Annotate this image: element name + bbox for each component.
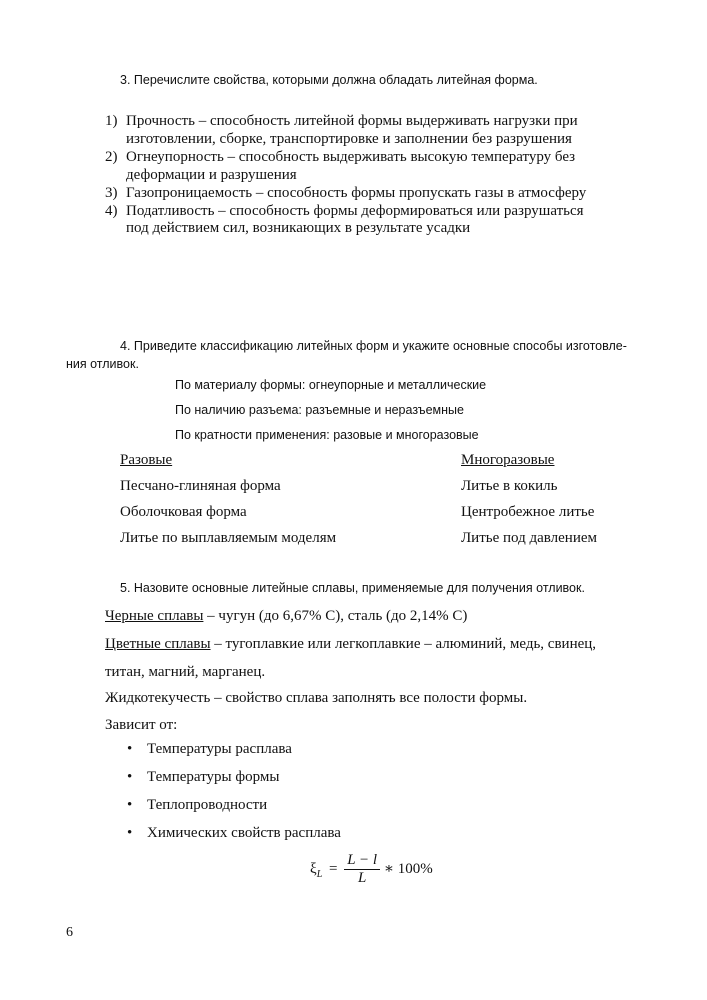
single-use-method: Оболочковая форма	[120, 504, 247, 520]
bullet-item: Температуры расплава	[147, 741, 292, 757]
nonferrous-alloys-text: – тугоплавкие или легкоплавкие – алюминий, медь, свинец,	[210, 636, 597, 652]
formula-fraction	[344, 852, 380, 887]
multi-use-method: Центробежное литье	[461, 504, 595, 520]
multi-use-method: Литье в кокиль	[461, 478, 558, 494]
bullet-item: Химических свойств расплава	[147, 825, 341, 841]
list-item-number: 4)	[105, 203, 118, 219]
single-use-header: Разовые	[120, 452, 173, 468]
bullet-icon: •	[127, 741, 133, 757]
single-use-method: Литье по выплавляемым моделям	[120, 530, 337, 546]
formula-numerator: L − l	[344, 852, 380, 870]
formula-lhs: ξ	[310, 860, 317, 877]
bullet-icon: •	[127, 825, 133, 841]
list-item-text: Газопроницаемость – способность формы пропускать газы в атмосферу	[126, 185, 587, 201]
list-item-number: 2)	[105, 149, 118, 165]
ferrous-alloys-line	[105, 608, 467, 625]
list-item-text: Огнеупорность – способность выдерживать высокую температуру без	[126, 149, 576, 165]
formula-denominator: L	[357, 870, 367, 886]
list-item-number: 3)	[105, 185, 118, 201]
multi-use-method: Литье под давлением	[461, 530, 598, 546]
single-use-method: Песчано-глиняная форма	[120, 478, 281, 494]
fluidity-formula	[310, 852, 433, 887]
formula-equals: =	[329, 860, 338, 877]
bullet-item: Температуры формы	[147, 769, 280, 785]
nonferrous-alloys-line	[105, 636, 596, 653]
classification-line: По наличию разъема: разъемные и неразъемные	[175, 403, 464, 417]
list-item-text: Податливость – способность формы деформироваться или разрушаться	[126, 203, 584, 219]
bullet-icon: •	[127, 769, 133, 785]
depends-on-label: Зависит от:	[105, 717, 178, 733]
list-item-number: 1)	[105, 113, 118, 129]
bullet-icon: •	[127, 797, 133, 813]
page-number: 6	[66, 925, 73, 940]
list-item-text: Прочность – способность литейной формы выдерживать нагрузки при	[126, 113, 578, 129]
list-item-text: под действием сил, возникающих в результате усадки	[126, 220, 471, 236]
question-4-title: 4. Приведите классификацию литейных форм и укажите основные способы изготовле-	[120, 339, 627, 353]
nonferrous-alloys-cont: титан, магний, марганец.	[105, 664, 266, 680]
nonferrous-alloys-label: Цветные сплавы	[105, 636, 211, 652]
formula-subscript: L	[316, 868, 323, 880]
classification-line: По материалу формы: огнеупорные и металлические	[175, 378, 487, 392]
question-4-title-cont: ния отливок.	[66, 357, 139, 371]
classification-line: По кратности применения: разовые и многоразовые	[175, 428, 479, 442]
fluidity-definition: Жидкотекучесть – свойство сплава заполнять все полости формы.	[105, 690, 528, 706]
formula-rhs: ∗ 100%	[383, 860, 433, 877]
list-item-text: изготовлении, сборке, транспортировке и заполнении без разрушения	[126, 131, 572, 147]
ferrous-alloys-label: Черные сплавы	[105, 608, 204, 624]
multi-use-header: Многоразовые	[461, 452, 555, 468]
question-3-title: 3. Перечислите свойства, которыми должна обладать литейная форма.	[120, 73, 538, 87]
question-5-title: 5. Назовите основные литейные сплавы, применяемые для получения отливок.	[120, 581, 585, 595]
bullet-item: Теплопроводности	[147, 797, 268, 813]
ferrous-alloys-text: – чугун (до 6,67% С), сталь (до 2,14% С)	[203, 608, 468, 624]
list-item-text: деформации и разрушения	[126, 167, 297, 183]
